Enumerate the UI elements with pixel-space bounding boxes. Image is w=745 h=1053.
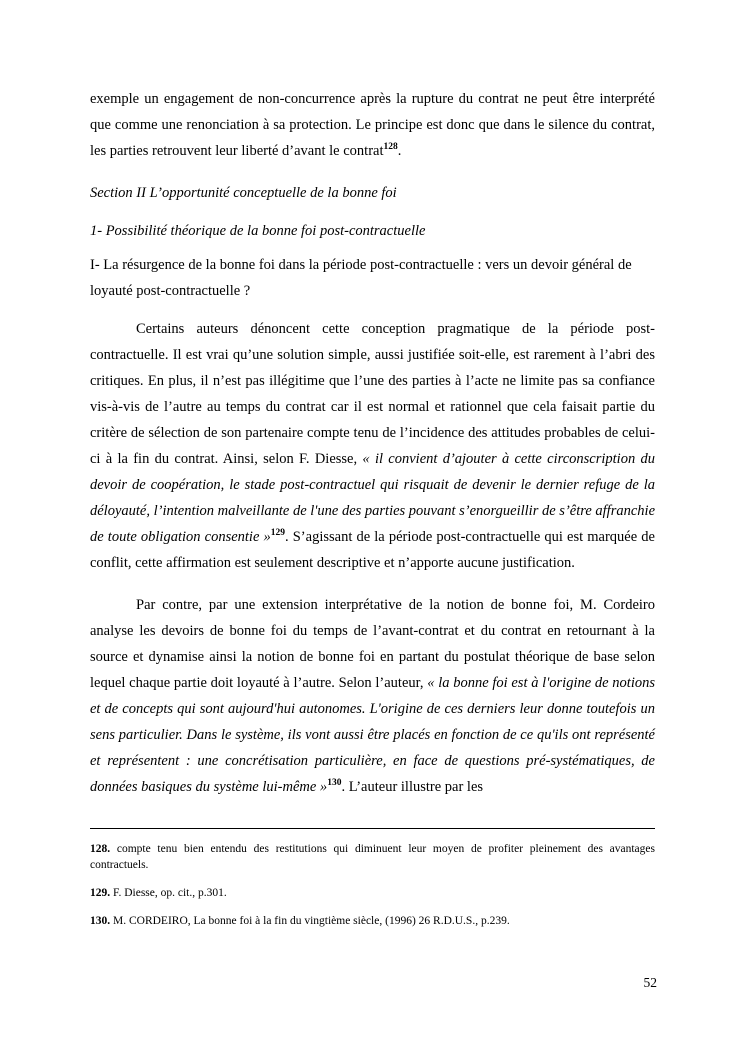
footnote-number: 129. xyxy=(90,887,111,899)
footnote-129 xyxy=(90,885,655,901)
section-heading: Section II L’opportunité conceptuelle de la bonne foi xyxy=(90,185,397,201)
footnote-ref-129: 129 xyxy=(270,528,285,539)
quote-italic: « il convient d’ajouter à cette circonscription du devoir de coopération, le stade post-contractuel qui risquait de devenir le dernier refuge de la déloyauté, l’intention malveillante de l'une des parties pouvant s’enorgueillir de s’être affranchie de toute obligation consentie » xyxy=(90,451,655,545)
paragraph-intro xyxy=(90,86,655,164)
text-run: . L’auteur illustre par les xyxy=(341,779,484,795)
footnote-130 xyxy=(90,913,655,929)
text-run: Par contre, par une extension interprétative de la notion de bonne foi, M. Cordeiro analyse les devoirs de bonne foi du temps de l’avant-contrat et du contrat en retournant à la source et dynamise ainsi la notion de bonne foi en partant du postulat théorique de base selon lequel chaque partie doit loyauté à l’autre. Selon l’auteur, xyxy=(90,597,655,691)
footnote-ref-130: 130 xyxy=(327,778,342,789)
page-number: 52 xyxy=(643,975,657,990)
footnote-number: 130. xyxy=(90,915,111,927)
text-run: . xyxy=(397,143,402,159)
footnote-separator xyxy=(90,828,655,829)
footnote-number: 128. xyxy=(90,843,111,855)
footnote-ref-128: 128 xyxy=(383,142,398,153)
quote-italic: « la bonne foi est à l'origine de notions et de concepts qui sont aujourd'hui autonomes. L'origine de ces derniers leur donne toutefois un sens particulier. Dans le système, ils vont aussi être placés en fonction de ce qu'ils ont représenté et représentent : une concrétisation particulière, en face de questions pré-systématiques, de données basiques du système lui-même » xyxy=(90,675,655,795)
subsection-heading: 1- Possibilité théorique de la bonne foi post-contractuelle xyxy=(90,223,426,239)
footnotes-section xyxy=(0,828,745,929)
paragraph-1 xyxy=(90,316,655,576)
footnote-128 xyxy=(90,841,655,873)
paragraph-2 xyxy=(90,592,655,800)
footnote-text: F. Diesse, op. cit., p.301. xyxy=(110,887,227,899)
text-run: Certains auteurs dénoncent cette conception pragmatique de la période post-contractuelle. Il est vrai qu’une solution simple, aussi justifiée soit-elle, est rarement à l’abri des critiques. En plus, il n’est pas illégitime que l’une des parties à l’acte ne limite pas sa confiance vis-à-vis de l’autre au temps du contrat car il est normal et rationnel que cela faisait partie du critère de sélection de son partenaire compte tenu de l’incidence des attitudes probables de celui-ci à la fin du contrat. Ainsi, selon F. Diesse, xyxy=(90,321,655,467)
text-run: exemple un engagement de non-concurrence après la rupture du contrat ne peut être interprété que comme une renonciation à sa protection. Le principe est donc que dans le silence du contrat, les parties retrouvent leur liberté d’avant le contrat xyxy=(90,91,655,159)
text-run: . S’agissant de la période post-contractuelle qui est marquée de conflit, cette affirmation est seulement descriptive et n’apporte aucune justification. xyxy=(90,529,655,571)
footnote-text: M. CORDEIRO, La bonne foi à la fin du vingtième siècle, (1996) 26 R.D.U.S., p.239. xyxy=(110,915,510,927)
subheading: I- La résurgence de la bonne foi dans la période post-contractuelle : vers un devoir général de loyauté post-contractuelle ? xyxy=(90,257,632,299)
footnote-text: compte tenu bien entendu des restitutions qui diminuent leur moyen de profiter pleinement des avantages contractuels. xyxy=(90,843,655,871)
